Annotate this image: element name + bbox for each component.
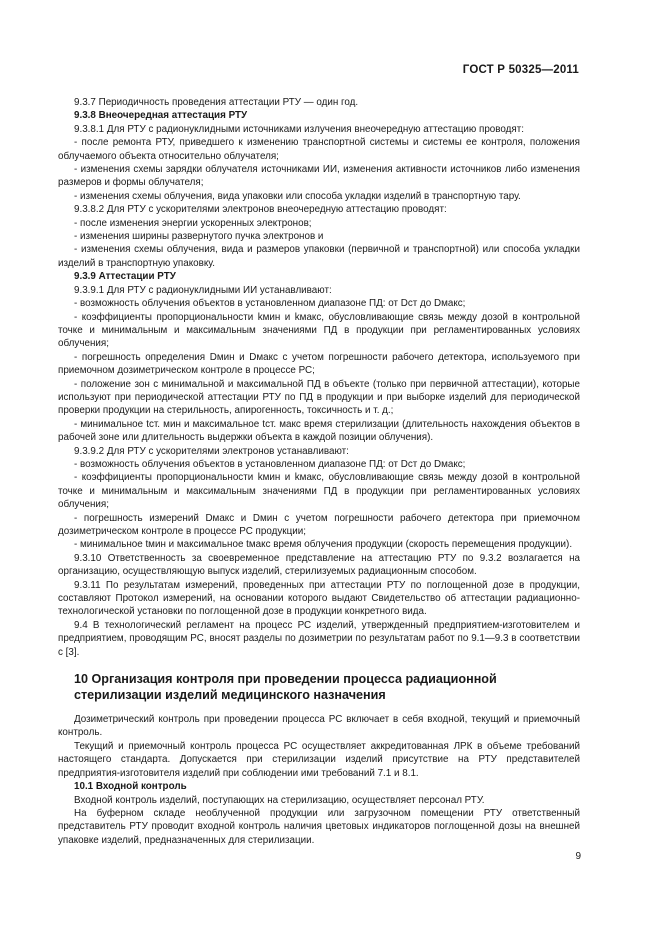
- paragraph: 9.3.11 По результатам измерений, проведенных при аттестации РТУ по поглощенной дозе в продукции, составляют Протокол измерений, на основании которого выдают Свидетельство об аттестации радиационно-технологической установки по поглощенной дозе в продукции конкретного вида.: [58, 579, 580, 618]
- paragraph: - положение зон с минимальной и максимальной ПД в объекте (только при первичной аттестации), которые используют при периодической аттестации РТУ по ПД в продукции и при выборке изделий для периодической проверки продукции на стерильность, апирогенность, токсичность и т. д.;: [58, 378, 580, 417]
- paragraph: - изменения ширины развернутого пучка электронов и: [74, 231, 324, 243]
- paragraph: На буферном складе необлученной продукции или загрузочном помещении РТУ ответственный представитель РТУ проводит входной контроль наличия цветовых индикаторов поглощенной дозы на внешней упаковке изделий, предназначенных для стерилизации.: [58, 807, 580, 846]
- paragraph: - изменения схемы зарядки облучателя источниками ИИ, изменения активности источников либо изменения размеров и формы облучателя;: [58, 164, 580, 189]
- paragraph: Дозиметрический контроль при проведении процесса РС включает в себя входной, текущий и приемочный контроль.: [58, 714, 580, 739]
- paragraph: 10.1 Входной контроль: [74, 781, 187, 793]
- paragraph: - возможность облучения объектов в установленном диапазоне ПД: от Dст до Dмакс;: [74, 458, 466, 470]
- section-10-heading: 10 Организация контроля при проведении процесса радиационной стерилизации изделий медицинского назначения: [74, 672, 497, 703]
- paragraph: - возможность облучения объектов в установленном диапазоне ПД: от Dст до Dмакс;: [74, 298, 466, 310]
- paragraph: - погрешность измерений Dмакс и Dмин с учетом погрешности рабочего детектора при приемочном дозиметрическом контроле в процессе РС продукции;: [58, 512, 580, 537]
- paragraph: 9.3.9.2 Для РТУ с ускорителями электронов устанавливают:: [74, 445, 349, 457]
- page-number: 9: [575, 851, 581, 862]
- paragraph: 9.4 В технологический регламент на процесс РС изделий, утвержденный предприятием-изготовителем и предприятием, проводящим РС, вносят разделы по дозиметрии по результатам работ по 9.1—9.3 в соответствии с [3].: [58, 619, 580, 658]
- document-body: [58, 96, 580, 847]
- paragraph: 9.3.7 Периодичность проведения аттестации РТУ — один год.: [74, 97, 359, 108]
- paragraph: 9.3.8.1 Для РТУ с радионуклидными источниками излучения внеочередную аттестацию проводят:: [74, 123, 524, 135]
- paragraph: 9.3.9 Аттестации РТУ: [74, 271, 176, 283]
- paragraph: - погрешность определения Dмин и Dмакс с учетом погрешности рабочего детектора, используемого при приемочном дозиметрическом контроле в процессе РС;: [58, 351, 580, 377]
- paragraph: - изменения схемы облучения, вида упаковки или способа укладки изделий в транспортную тару.: [74, 190, 521, 202]
- paragraph: 9.3.8.2 Для РТУ с ускорителями электронов внеочередную аттестацию проводят:: [74, 204, 447, 216]
- paragraph: 9.3.10 Ответственность за своевременное представление на аттестацию РТУ по 9.3.2 возлагается на организацию, осуществляющую выпуск изделий, стерилизуемых радиационным способом.: [58, 552, 580, 578]
- document-header: ГОСТ Р 50325—2011: [462, 64, 579, 76]
- paragraph: Текущий и приемочный контроль процесса РС осуществляет аккредитованная ЛРК в объеме требований настоящего стандарта. Допускается при стерилизации изделий присутствие на РТУ представителей предприятия-изготовителя изделий при соблюдении ими требований 7.1 и 8.1.: [58, 740, 580, 779]
- paragraph: - изменения схемы облучения, вида и размеров упаковки (первичной и транспортной) или способа укладки изделий в транспортную упаковку.: [58, 244, 580, 269]
- section-9-content: [58, 96, 580, 659]
- paragraph: - минимальное tст. мин и максимальное tст. макс время стерилизации (длительность нахождения объектов в рабочей зоне или длительность выдержки объекта в каждой позиции облучения).: [58, 418, 580, 444]
- paragraph: - коэффициенты пропорциональности kмин и kмакс, обусловливающие связь между дозой в контрольной точке и минимальным и максимальным значениями ПД в продукции при регламентированных условиях облучения;: [58, 472, 580, 511]
- paragraph: Входной контроль изделий, поступающих на стерилизацию, осуществляет персонал РТУ.: [74, 794, 485, 806]
- paragraph: - после изменения энергии ускоренных электронов;: [74, 217, 312, 229]
- paragraph: 9.3.8 Внеочередная аттестация РТУ: [74, 110, 248, 122]
- paragraph: 9.3.9.1 Для РТУ с радионуклидными ИИ устанавливают:: [74, 284, 332, 296]
- paragraph: - минимальное tмин и максимальное tмакс время облучения продукции (скорость перемещения продукции).: [74, 539, 573, 551]
- paragraph: - после ремонта РТУ, приведшего к изменению транспортной системы и системы ее контроля, положения облучаемого объекта относительно облучателя;: [58, 137, 580, 162]
- section-10-content: [58, 713, 580, 847]
- paragraph: - коэффициенты пропорциональности kмин и kмакс, обусловливающие связь между дозой в контрольной точке и минимальным и максимальным значениями ПД в продукции при регламентированных условиях облучения;: [58, 311, 580, 350]
